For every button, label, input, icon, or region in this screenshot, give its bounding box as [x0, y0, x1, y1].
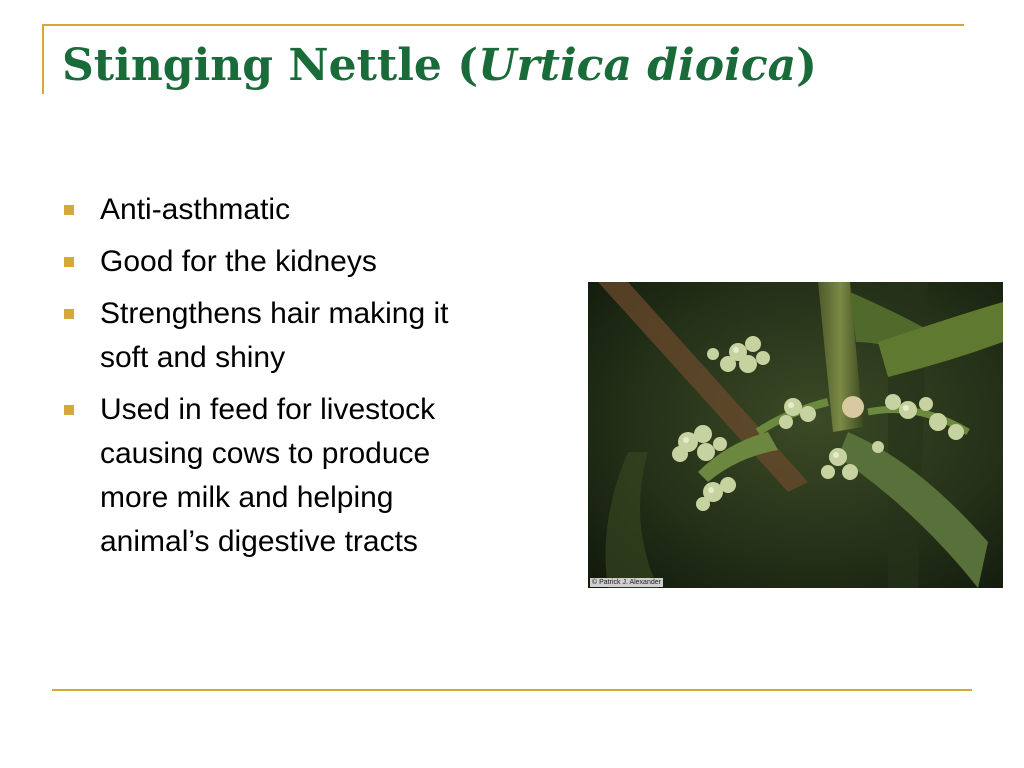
bullet-item	[62, 188, 502, 232]
slide-title	[62, 42, 817, 90]
bullet-item	[62, 292, 500, 380]
square-bullet-icon	[64, 205, 74, 215]
title-latin-name: Urtica dioica	[478, 40, 797, 91]
nettle-photo	[588, 282, 1003, 588]
photo-credit: © Patrick J. Alexander	[592, 579, 661, 586]
bullet-item	[62, 240, 502, 284]
bullet-item	[62, 388, 500, 564]
bullet-text: Anti-asthmatic	[100, 193, 291, 226]
bullet-text: Strengthens hair making it soft and shiny	[100, 297, 449, 374]
title-close-paren: )	[796, 40, 817, 91]
bullet-list	[62, 188, 502, 572]
footer-rule	[52, 689, 972, 691]
nettle-photo-illustration	[588, 282, 1003, 588]
square-bullet-icon	[64, 309, 74, 319]
title-common-name: Stinging Nettle (	[62, 40, 479, 91]
square-bullet-icon	[64, 405, 74, 415]
frame-top-rule	[42, 24, 964, 26]
square-bullet-icon	[64, 257, 74, 267]
bullet-text: Good for the kidneys	[100, 245, 377, 278]
frame-left-rule	[42, 24, 44, 94]
bullet-text: Used in feed for livestock causing cows to produce more milk and helping animal’s digestive tracts	[100, 393, 436, 558]
